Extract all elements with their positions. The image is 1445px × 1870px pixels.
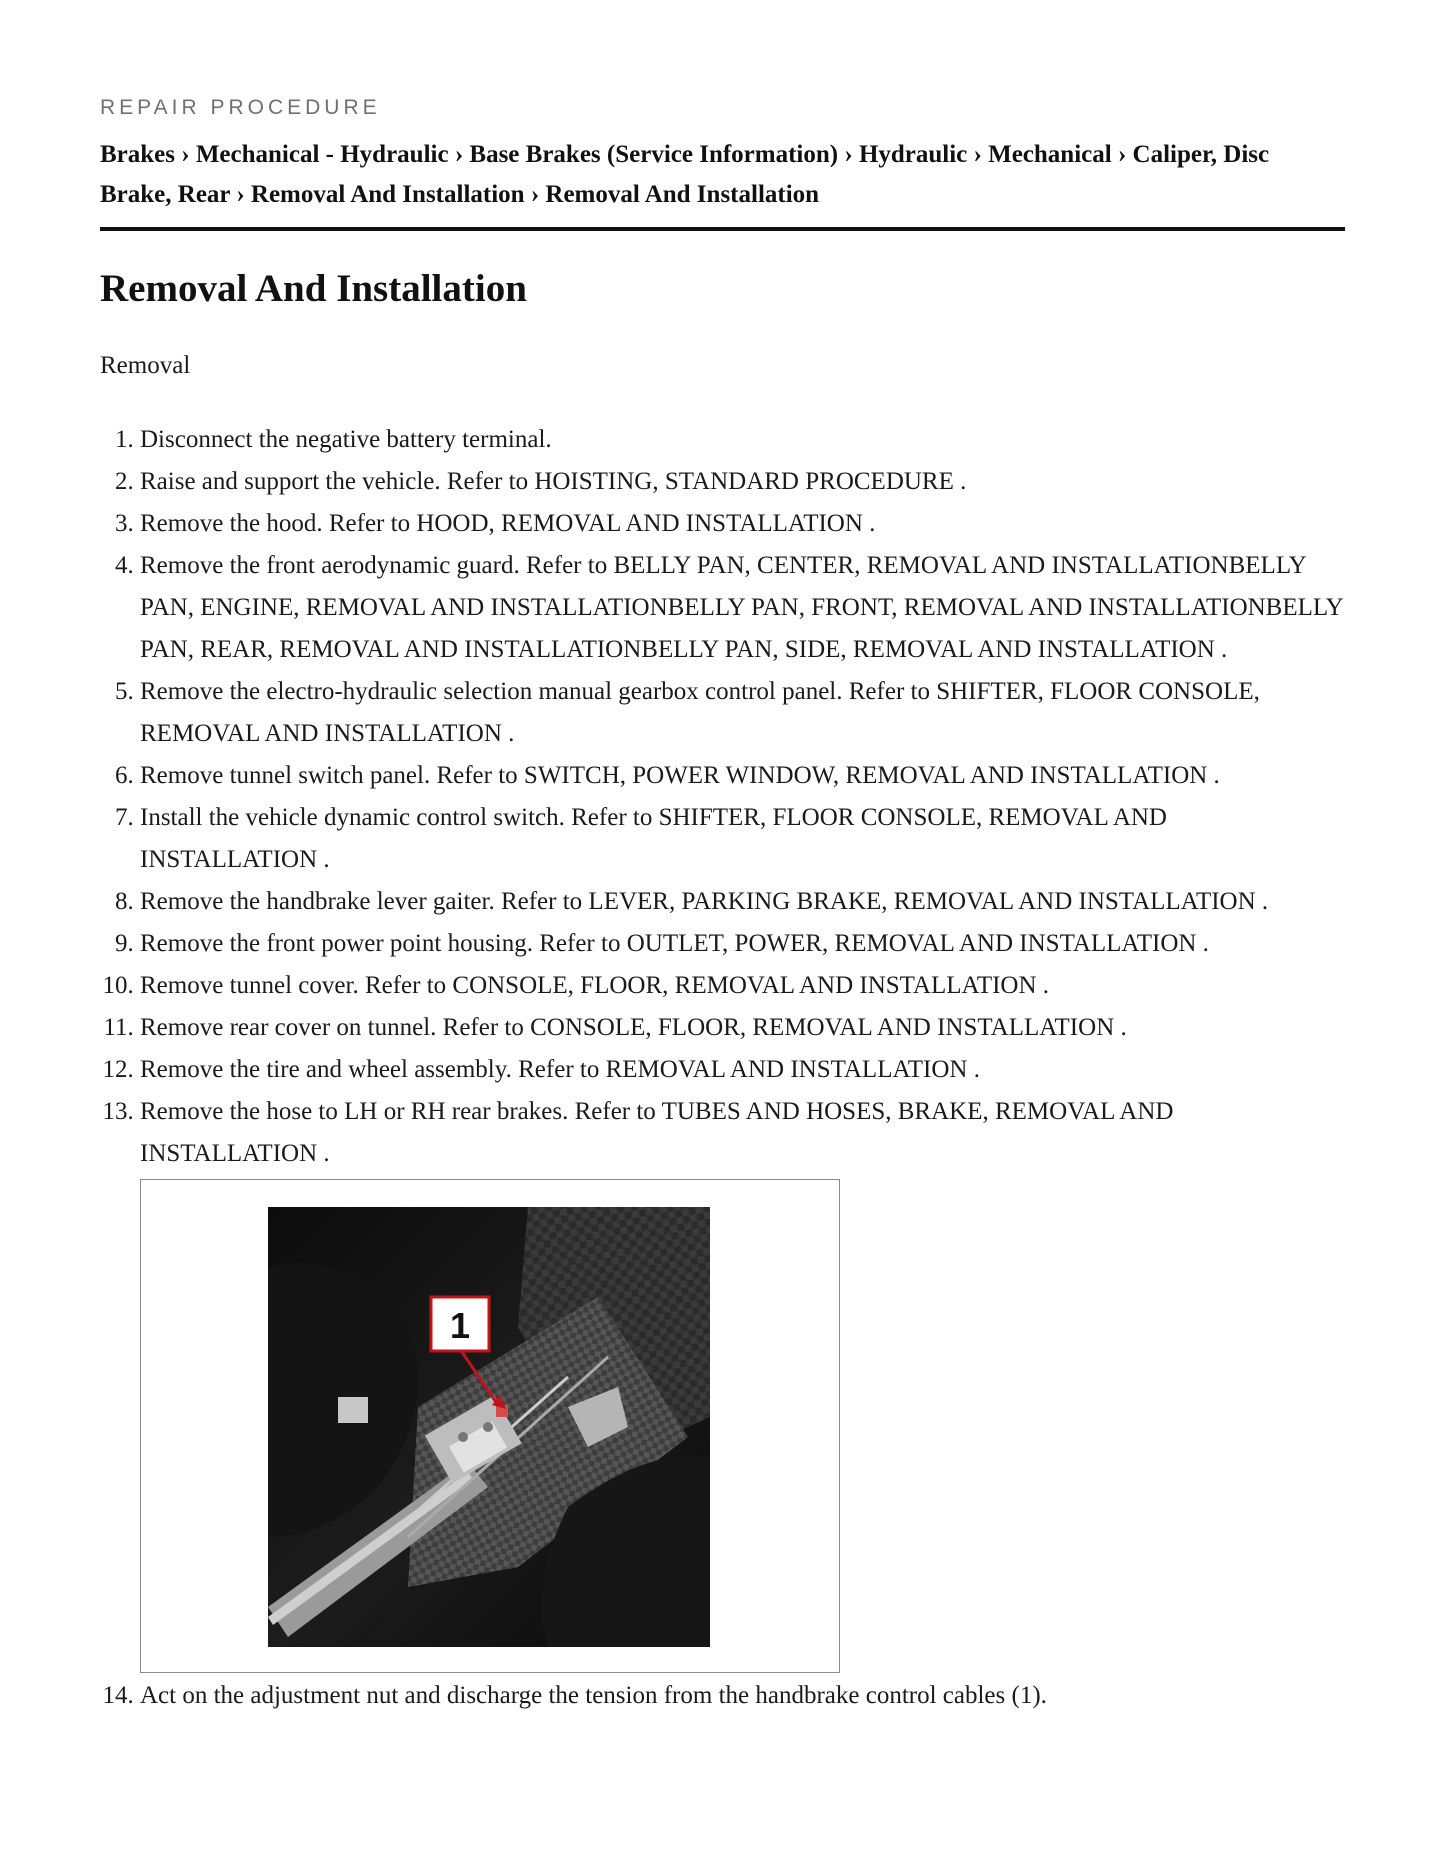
step-item: 7. Install the vehicle dynamic control switch. Refer to SHIFTER, FLOOR CONSOLE, REMOVAL AND INSTALLATION . — [140, 797, 1345, 881]
breadcrumb-separator: › — [181, 141, 196, 168]
step-item: 12. Remove the tire and wheel assembly. Refer to REMOVAL AND INSTALLATION . — [140, 1049, 1345, 1091]
page-title: Removal And Installation — [100, 267, 527, 310]
breadcrumb-item-removal-installation[interactable]: Removal And Installation — [250, 181, 525, 208]
procedure-kicker: REPAIR PROCEDURE — [100, 96, 381, 119]
figure-frame — [140, 1179, 840, 1673]
step-item: 14. Act on the adjustment nut and discharge the tension from the handbrake control cables (1). — [140, 1675, 1345, 1717]
breadcrumb-separator: › — [844, 141, 859, 168]
step-item: 4. Remove the front aerodynamic guard. Refer to BELLY PAN, CENTER, REMOVAL AND INSTALLATIONBELLY PAN, ENGINE, REMOVAL AND INSTALLATIONBELLY PAN, FRONT, REMOVAL AND INSTALLATIONBELLY PAN, REAR, REMOVAL AND INSTALLATIONBELLY PAN, SIDE, REMOVAL AND INSTALLATION . — [140, 545, 1345, 671]
breadcrumb-item-base-brakes[interactable]: Base Brakes (Service Information) — [469, 141, 839, 168]
step-item: 6. Remove tunnel switch panel. Refer to SWITCH, POWER WINDOW, REMOVAL AND INSTALLATION . — [140, 755, 1345, 797]
breadcrumb-separator: › — [454, 141, 470, 168]
step-item: 1. Disconnect the negative battery terminal. — [140, 419, 1345, 461]
breadcrumb-item-current: Removal And Installation — [545, 181, 820, 208]
step-item: 8. Remove the handbrake lever gaiter. Refer to LEVER, PARKING BRAKE, REMOVAL AND INSTALLATION . — [140, 881, 1345, 923]
breadcrumb-item-brakes[interactable]: Brakes — [100, 141, 175, 168]
section-heading-removal: Removal — [100, 352, 191, 379]
header-divider — [100, 227, 1345, 231]
step-item: 9. Remove the front power point housing. Refer to OUTLET, POWER, REMOVAL AND INSTALLATION . — [140, 923, 1345, 965]
breadcrumb-item-caliper[interactable]: Caliper, Disc Brake, Rear — [100, 141, 1270, 208]
step-text: Remove the hose to LH or RH rear brakes. Refer to TUBES AND HOSES, BRAKE, REMOVAL AND INSTALLATION . — [140, 1098, 1174, 1167]
breadcrumb — [100, 135, 1345, 215]
breadcrumb-separator: › — [973, 141, 989, 168]
callout-label: 1 — [449, 1305, 471, 1346]
breadcrumb-item-mechanical[interactable]: Mechanical — [988, 141, 1112, 168]
step-item: 11. Remove rear cover on tunnel. Refer to CONSOLE, FLOOR, REMOVAL AND INSTALLATION . — [140, 1007, 1345, 1049]
step-item: 2. Raise and support the vehicle. Refer to HOISTING, STANDARD PROCEDURE . — [140, 461, 1345, 503]
step-item: 5. Remove the electro-hydraulic selection manual gearbox control panel. Refer to SHIFTER, FLOOR CONSOLE, REMOVAL AND INSTALLATION . — [140, 671, 1345, 755]
breadcrumb-separator: › — [530, 181, 546, 208]
procedure-steps — [100, 419, 1345, 1717]
breadcrumb-item-mechanical-hydraulic[interactable]: Mechanical - Hydraulic — [195, 141, 449, 168]
step-item — [140, 1091, 1345, 1673]
breadcrumb-separator: › — [1117, 141, 1133, 168]
step-item: 10. Remove tunnel cover. Refer to CONSOLE, FLOOR, REMOVAL AND INSTALLATION . — [140, 965, 1345, 1007]
handbrake-cable-photo — [268, 1207, 710, 1647]
step-item: 3. Remove the hood. Refer to HOOD, REMOVAL AND INSTALLATION . — [140, 503, 1345, 545]
breadcrumb-item-hydraulic[interactable]: Hydraulic — [858, 141, 968, 168]
breadcrumb-separator: › — [236, 181, 251, 208]
